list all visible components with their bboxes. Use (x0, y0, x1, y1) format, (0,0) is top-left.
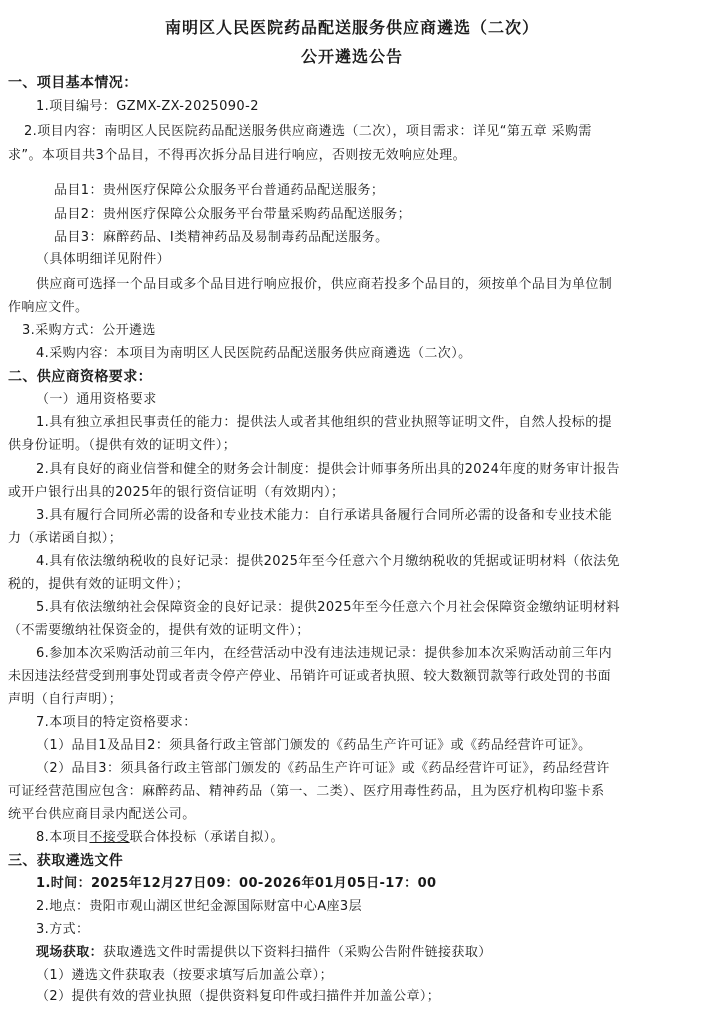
req-2-line-2: 或开户银行出具的2025年的银行资信证明（有效期内）； (8, 485, 345, 500)
obtain-doc-1: （1）遴选文件获取表（按要求填写后加盖公章）； (36, 968, 333, 983)
procurement-method: 3.采购方式：公开遴选 (22, 323, 156, 338)
req-7-item-1: （1）品目1及品目2：须具备行政主管部门颁发的《药品生产许可证》或《药品经营许可证》。 (36, 738, 592, 753)
onsite-obtain-label: 现场获取： (36, 945, 104, 960)
project-number: 1.项目编号：GZMX-ZX-2025090-2 (36, 99, 259, 114)
req-8-suffix: 联合体投标（承诺自拟）。 (129, 830, 284, 845)
project-content-line-1: 2.项目内容：南明区人民医院药品配送服务供应商遴选（二次），项目需求：详见“第五章 采购需 (24, 124, 592, 139)
onsite-obtain-text: 获取遴选文件时需提供以下资料扫描件（采购公告附件链接获取） (103, 945, 492, 960)
req-8-underlined: 不接受 (89, 830, 130, 845)
section-1-heading: 一、项目基本情况： (8, 75, 138, 91)
obtain-method: 3.方式： (36, 922, 90, 937)
req-5-line-2: （不需要缴纳社保资金的，提供有效的证明文件）； (8, 623, 310, 638)
project-content-line-2: 求”。本项目共3个品目，不得再次拆分品目进行响应，否则按无效响应处理。 (8, 148, 467, 163)
req-7-item-2-line-2: 可证经营范围应包含：麻醉药品、精神药品（第一、二类）、医疗用毒性药品，且为医疗机构印鉴卡系 (8, 784, 605, 799)
req-6-line-1: 6.参加本次采购活动前三年内，在经营活动中没有违法违规记录：提供参加本次采购活动前三年内 (36, 646, 613, 661)
doc-subtitle: 公开遴选公告 (300, 47, 403, 66)
item-3: 品目3：麻醉药品、I类精神药品及易制毒药品配送服务。 (54, 230, 389, 245)
section-2-heading: 二、供应商资格要求： (8, 369, 152, 385)
req-6-line-2: 未因违法经营受到刑事处罚或者责令停产停业、吊销许可证或者执照、较大数额罚款等行政处罚的书面 (8, 669, 612, 684)
item-1: 品目1：贵州医疗保障公众服务平台普通药品配送服务； (54, 183, 385, 198)
req-7-item-2-line-3: 统平台供应商目录内配送公司。 (8, 807, 196, 822)
obtain-location: 2.地点：贵阳市观山湖区世纪金源国际财富中心A座3层 (36, 899, 362, 914)
doc-title: 南明区人民医院药品配送服务供应商遴选（二次） (164, 18, 539, 37)
req-5-line-1: 5.具有依法缴纳社会保障资金的良好记录：提供2025年至今任意六个月社会保障资金缴纳证明材料 (36, 600, 620, 615)
req-4-line-1: 4.具有依法缴纳税收的良好记录：提供2025年至今任意六个月缴纳税收的凭据或证明材料（依法免 (36, 554, 620, 569)
req-1-line-2: 供身份证明。（提供有效的证明文件）； (8, 438, 237, 453)
req-4-line-2: 税的，提供有效的证明文件）； (8, 577, 190, 592)
req-3-line-2: 力（承诺函自拟）； (8, 531, 123, 546)
onsite-obtain (36, 944, 704, 962)
item-2: 品目2：贵州医疗保障公众服务平台带量采购药品配送服务； (54, 207, 412, 222)
req-8-prefix: 8.本项目 (36, 830, 90, 845)
req-7-item-2-line-1: （2）品目3：须具备行政主管部门颁发的《药品生产许可证》或《药品经营许可证》，药品经营许 (36, 761, 610, 776)
bid-rule-line-1: 供应商可选择一个品目或多个品目进行响应报价，供应商若投多个品目的，须按单个品目为单位制 (36, 277, 613, 292)
obtain-doc-2: （2）提供有效的营业执照（提供资料复印件或扫描件并加盖公章）； (36, 989, 441, 1004)
section-3-heading: 三、获取遴选文件 (8, 853, 124, 869)
req-1-line-1: 1.具有独立承担民事责任的能力：提供法人或者其他组织的营业执照等证明文件，自然人投标的提 (36, 415, 613, 430)
procurement-content: 4.采购内容：本项目为南明区人民医院药品配送服务供应商遴选（二次）。 (36, 346, 472, 361)
bid-rule-line-2: 作响应文件。 (8, 300, 89, 315)
req-2-line-1: 2.具有良好的商业信誉和健全的财务会计制度：提供会计师事务所出具的2024年度的财务审计报告 (36, 462, 620, 477)
detail-note: （具体明细详见附件） (36, 252, 171, 267)
req-6-line-3: 声明（自行声明）； (8, 692, 123, 707)
obtain-time: 1.时间：2025年12月27日09：00-2026年01月05日-17：00 (36, 876, 437, 891)
general-requirements-heading: （一）通用资格要求 (36, 392, 157, 407)
req-8 (36, 829, 704, 847)
req-7: 7.本项目的特定资格要求： (36, 715, 197, 730)
req-3-line-1: 3.具有履行合同所必需的设备和专业技术能力：自行承诺具备履行合同所必需的设备和专业技术能 (36, 508, 613, 523)
